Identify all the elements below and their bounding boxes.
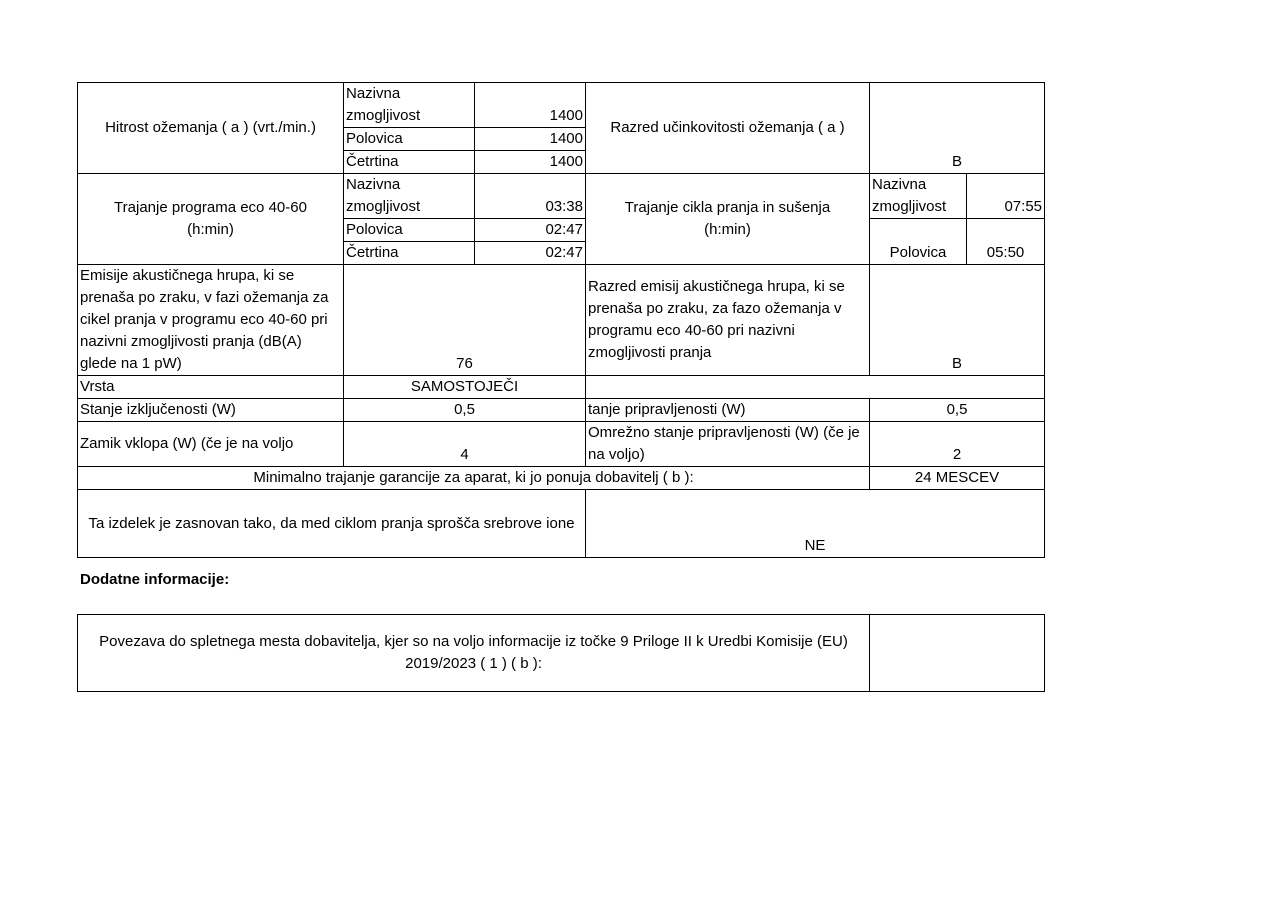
eco-rated-label: Nazivna zmogljivost [344, 174, 475, 219]
spin-speed-label: Hitrost ožemanja ( a ) (vrt./min.) [78, 83, 344, 174]
supplier-link-table [77, 614, 1045, 692]
eco-half-value: 02:47 [475, 219, 586, 242]
network-standby-label: Omrežno stanje pripravljenosti (W) (če je na voljo) [586, 422, 870, 467]
silver-ions-label: Ta izdelek je zasnovan tako, da med ciklom pranja sprošča srebrove ione [78, 490, 586, 558]
delay-start-value: 4 [344, 422, 586, 467]
standby-label: tanje pripravljenosti (W) [586, 399, 870, 422]
eco-duration-label: Trajanje programa eco 40-60 (h:min) [78, 174, 344, 265]
supplier-link-value [870, 615, 1045, 692]
type-label: Vrsta [78, 376, 344, 399]
spin-rated-value: 1400 [475, 83, 586, 128]
noise-class-label: Razred emisij akustičnega hrupa, ki se prenaša po zraku, za fazo ožemanja v programu eco 40-60 pri nazivni zmogljivosti pranja [586, 265, 870, 376]
eco-rated-value: 03:38 [475, 174, 586, 219]
warranty-label: Minimalno trajanje garancije za aparat, ki jo ponuja dobavitelj ( b ): [78, 467, 870, 490]
wash-dry-rated-value: 07:55 [967, 174, 1045, 219]
product-spec-table [77, 82, 1045, 558]
supplier-link-label: Povezava do spletnega mesta dobavitelja, kjer so na voljo informacije iz točke 9 Priloge II k Uredbi Komisije (EU) 2019/2023 ( 1 ) ( b ): [78, 615, 870, 692]
silver-ions-value: NE [586, 490, 1045, 558]
wash-dry-duration-label: Trajanje cikla pranja in sušenja (h:min) [586, 174, 870, 265]
eco-half-label: Polovica [344, 219, 475, 242]
off-mode-value: 0,5 [344, 399, 586, 422]
delay-start-label: Zamik vklopa (W) (če je na voljo [78, 422, 344, 467]
standby-value: 0,5 [870, 399, 1045, 422]
spin-half-label: Polovica [344, 128, 475, 151]
spin-half-value: 1400 [475, 128, 586, 151]
noise-emission-label: Emisije akustičnega hrupa, ki se prenaša po zraku, v fazi ožemanja za cikel pranja v programu eco 40-60 pri nazivni zmogljivosti pranja (dB(A) glede na 1 pW) [78, 265, 344, 376]
network-standby-value: 2 [870, 422, 1045, 467]
warranty-value: 24 MESCEV [870, 467, 1045, 490]
spin-quarter-value: 1400 [475, 151, 586, 174]
spin-class-value: B [870, 83, 1045, 174]
type-value: SAMOSTOJEČI [344, 376, 586, 399]
type-empty-cell [586, 376, 1045, 399]
noise-emission-value: 76 [344, 265, 586, 376]
wash-dry-half-value: 05:50 [967, 219, 1045, 265]
off-mode-label: Stanje izključenosti (W) [78, 399, 344, 422]
wash-dry-rated-label: Nazivna zmogljivost [870, 174, 967, 219]
additional-info-heading: Dodatne informacije: [80, 571, 230, 588]
eco-quarter-label: Četrtina [344, 242, 475, 265]
eco-quarter-value: 02:47 [475, 242, 586, 265]
spin-rated-label: Nazivna zmogljivost [344, 83, 475, 128]
wash-dry-half-label: Polovica [870, 219, 967, 265]
spin-class-label: Razred učinkovitosti ožemanja ( a ) [586, 83, 870, 174]
spin-quarter-label: Četrtina [344, 151, 475, 174]
noise-class-value: B [870, 265, 1045, 376]
